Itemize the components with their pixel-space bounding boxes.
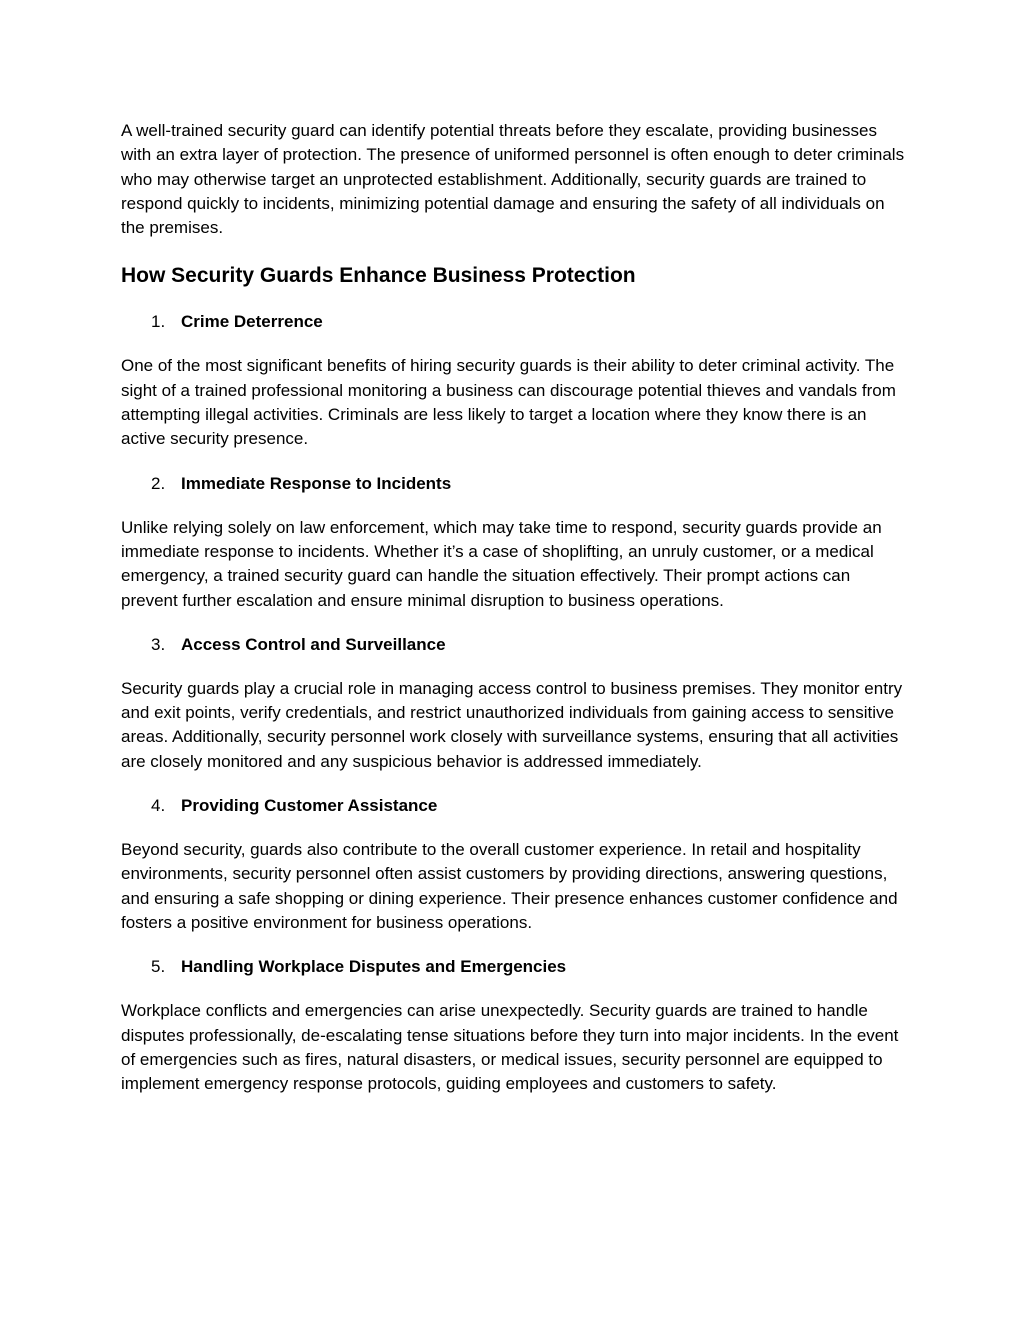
section-3 xyxy=(121,633,911,774)
item-title: Providing Customer Assistance xyxy=(181,796,438,816)
item-body: Unlike relying solely on law enforcement, which may take time to respond, security guards provide an immediate response to incidents. Whether it’s a case of shoplifting, an unruly customer, or a medical emergency, a trained security guard can handle the situation effectively. Their prompt actions can prevent further escalation and ensure minimal disruption to business operations. xyxy=(121,517,882,610)
item-title: Crime Deterrence xyxy=(181,312,323,332)
section-4 xyxy=(121,794,911,935)
section-5 xyxy=(121,955,911,1096)
item-body: One of the most significant benefits of hiring security guards is their ability to deter criminal activity. The sight of a trained professional monitoring a business can discourage potential thieves and vandals from attempting illegal activities. Criminals are less likely to target a location where they know there is an active security presence. xyxy=(121,356,896,449)
list-number: 5. xyxy=(151,957,166,977)
list-number: 3. xyxy=(151,634,166,654)
item-title: Immediate Response to Incidents xyxy=(181,473,452,493)
list-item-title xyxy=(151,633,911,657)
section-heading: How Security Guards Enhance Business Protection xyxy=(121,264,636,288)
item-body: Workplace conflicts and emergencies can arise unexpectedly. Security guards are trained to handle disputes professionally, de-escalating tense situations before they turn into major incidents. In the event of emergencies such as fires, natural disasters, or medical issues, security personnel are equipped to implement emergency response protocols, guiding employees and customers to safety. xyxy=(121,1001,899,1094)
list-number: 4. xyxy=(151,796,166,816)
list-item-title xyxy=(151,472,911,496)
item-body: Beyond security, guards also contribute to the overall customer experience. In retail and hospitality environments, security personnel often assist customers by providing directions, answering questions, and ensuring a safe shopping or dining experience. Their presence enhances customer confidence and fosters a positive environment for business operations. xyxy=(121,840,898,932)
list-number: 1. xyxy=(151,312,166,332)
list-item-title xyxy=(151,794,911,818)
item-title: Access Control and Surveillance xyxy=(181,634,446,654)
item-body: Security guards play a crucial role in managing access control to business premises. They monitor entry and exit points, verify credentials, and restrict unauthorized individuals from gaining access to sensitive areas. Additionally, security personnel work closely with surveillance systems, ensuring that all activities are closely monitored and any suspicious behavior is addressed immediately. xyxy=(121,678,903,771)
list-item-title xyxy=(151,310,911,334)
intro-paragraph: A well-trained security guard can identify potential threats before they escalate, providing businesses with an extra layer of protection. The presence of uniformed personnel is often enough to deter criminals who may otherwise target an unprotected establishment. Additionally, security guards are trained to respond quickly to incidents, minimizing potential damage and ensuring the safety of all individuals on the premises. xyxy=(121,121,905,238)
section-2 xyxy=(121,472,911,613)
list-item-title xyxy=(151,955,911,979)
item-title: Handling Workplace Disputes and Emergencies xyxy=(181,957,567,977)
section-1 xyxy=(121,310,911,451)
document-page xyxy=(121,119,911,1096)
list-number: 2. xyxy=(151,473,166,493)
